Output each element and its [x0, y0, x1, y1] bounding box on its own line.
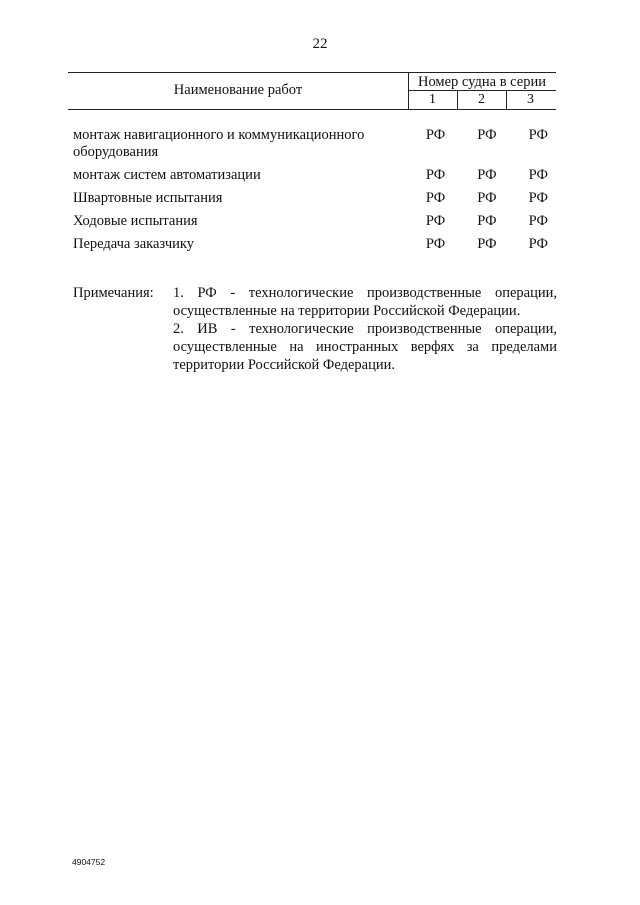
table-row	[73, 213, 563, 230]
value-cell: РФ	[425, 213, 446, 229]
work-name: монтаж навигационного и коммуникационного оборудования	[73, 127, 365, 160]
value-cell: РФ	[425, 127, 446, 143]
table-header	[68, 72, 556, 110]
table-row	[73, 127, 563, 161]
value-cell: РФ	[528, 127, 548, 143]
table-body	[73, 127, 563, 259]
value-cell: РФ	[528, 190, 548, 206]
value-cell: РФ	[425, 236, 446, 252]
column-header-work: Наименование работ	[173, 82, 303, 98]
note-item-1: 1. РФ - технологические производственные операции, осуществленные на территории Российской Федерации.	[173, 285, 557, 319]
work-name: Ходовые испытания	[73, 213, 198, 229]
column-header-vessel-2: 2	[478, 92, 485, 107]
value-cell: РФ	[477, 127, 497, 143]
value-cell: РФ	[477, 213, 497, 229]
table-row	[73, 236, 563, 253]
notes-label: Примечания:	[73, 285, 154, 301]
work-name: монтаж систем автоматизации	[73, 167, 261, 183]
value-cell: РФ	[425, 190, 446, 206]
value-cell: РФ	[528, 167, 548, 183]
column-header-vessel-1: 1	[429, 92, 436, 107]
value-cell: РФ	[477, 190, 497, 206]
page-number: 22	[312, 36, 328, 52]
work-name: Передача заказчику	[73, 236, 194, 252]
header-top-rule	[68, 72, 556, 73]
table-row	[73, 167, 563, 184]
column-header-vessel-3: 3	[527, 92, 534, 107]
table-row	[73, 190, 563, 207]
value-cell: РФ	[477, 167, 497, 183]
note-item-2: 2. ИВ - технологические производственные операции, осуществленные на иностранных верфях за пределами территории Российской Федерации.	[173, 321, 557, 373]
value-cell: РФ	[528, 236, 548, 252]
value-cell: РФ	[528, 213, 548, 229]
notes-body	[173, 284, 557, 374]
header-bottom-rule	[68, 109, 556, 110]
work-name: Швартовные испытания	[73, 190, 223, 206]
document-code: 4904752	[72, 857, 106, 867]
value-cell: РФ	[477, 236, 497, 252]
column-header-series: Номер судна в серии	[417, 74, 546, 90]
value-cell: РФ	[425, 167, 446, 183]
